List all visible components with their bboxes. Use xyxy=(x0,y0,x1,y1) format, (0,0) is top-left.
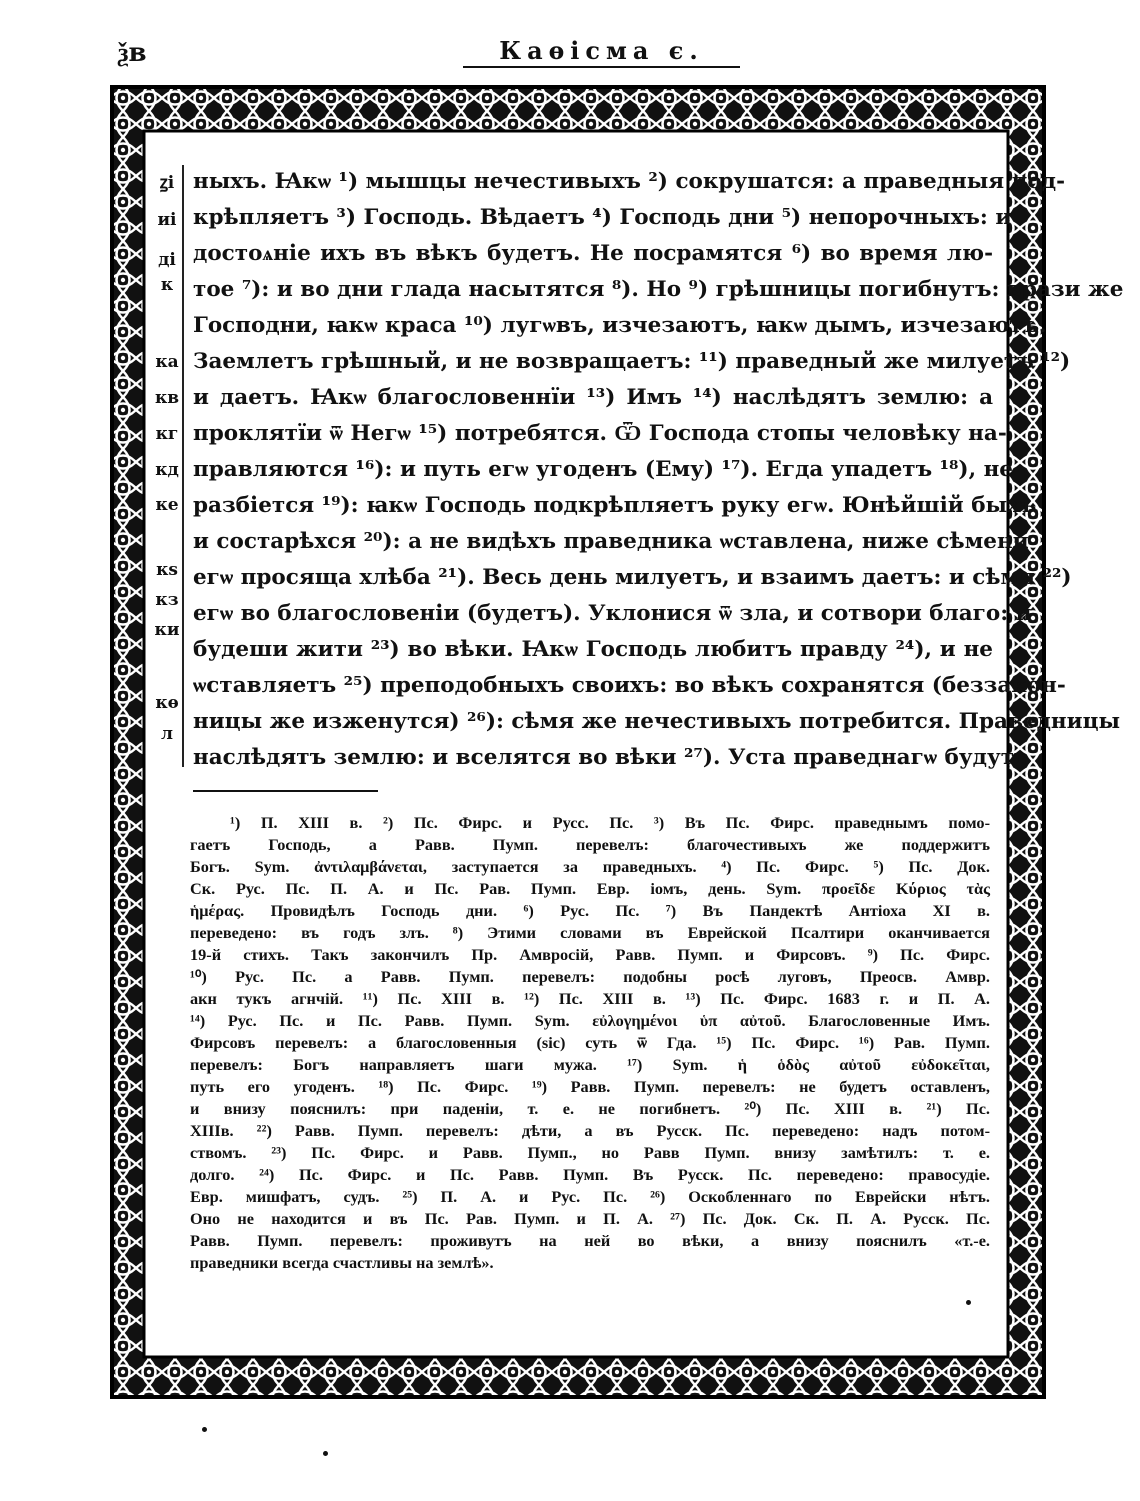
footnote-line: долго. ²⁴) Пс. Фирс. и Пс. Равв. Пумп. Въ Русск. Пс. переведено: правосудіе. xyxy=(190,1165,990,1184)
text-line: наслѣдятъ землю: и вселятся во вѣки ²⁷). Уста праведнагѡ будутъ xyxy=(193,745,1031,770)
footnote-line: Равв. Пумп. перевелъ: проживутъ на ней во вѣки, а внизу пояснилъ «т.-е. xyxy=(190,1231,990,1250)
text-line: тое ⁷): и во дни глада насытятся ⁸). Но ⁹) грѣшницы погибнутъ: врази же xyxy=(193,277,1124,302)
footnote-line: Фирсовъ перевелъ: а благословенныя (sic) суть ѿ Гда. ¹⁵) Пс. Фирс. ¹⁶) Рав. Пумп. xyxy=(190,1033,990,1052)
ink-speck xyxy=(202,1427,207,1432)
verse-number: л xyxy=(161,724,173,744)
text-line: ѡставляетъ ²⁵) преподобныхъ своихъ: во вѣкъ сохранятся (беззакон- xyxy=(193,673,1066,698)
footnote-line: ἡμέρας. Провидѣлъ Господь дни. ⁶) Рус. Пс. ⁷) Въ Пандектѣ Антіоха XI в. xyxy=(190,901,990,920)
text-line: егѡ просяща хлѣба ²¹). Весь день милуетъ, и взаимъ даетъ: и сѣмя ²²) xyxy=(193,565,1072,590)
text-line: крѣпляетъ ³) Господь. Вѣдаетъ ⁴) Господь дни ⁵) непорочныхъ: и xyxy=(193,205,1012,230)
footnote-line: путь его угоденъ. ¹⁸) Пс. Фирс. ¹⁹) Равв. Пумп. перевелъ: не будетъ оставленъ, xyxy=(190,1077,990,1096)
verse-number: ки xyxy=(154,620,180,640)
footnote-line: ¹⁴) Рус. Пс. и Пс. Равв. Пумп. Sym. εὐλογημένοι ὑπ αὐτοῦ. Благословенные Имъ. xyxy=(190,1011,990,1030)
footnote-line: Богъ. Sym. ἀντιλαμβάνεται, заступается за праведныхъ. ⁴) Пс. Фирс. ⁵) Пс. Док. xyxy=(190,857,990,876)
footnote-line: праведники всегда счастливы на землѣ». xyxy=(190,1253,494,1272)
verse-number: к xyxy=(160,275,174,295)
text-line: ницы же изженутся) ²⁶): сѣмя же нечестивыхъ потребится. Праведницы xyxy=(193,709,1121,734)
footnote-line: Ск. Рус. Пс. П. А. и Пс. Рав. Пумп. Евр. іомъ, день. Sym. προεῖδε Κύριος τὰς xyxy=(190,879,990,898)
footnote-line: гаетъ Господь, а Равв. Пумп. перевелъ: благочестивыхъ же поддержитъ xyxy=(190,835,990,854)
page-number: ѯв xyxy=(118,38,147,68)
running-title: Каѳісма є. xyxy=(499,36,704,65)
verse-number: кг xyxy=(155,424,179,444)
text-line: Заемлетъ грѣшный, и не возвращаетъ: ¹¹) праведный же милуетъ ¹²) xyxy=(193,349,1071,374)
footnote-line: переведено: въ годъ злъ. ⁸) Этими словами въ Еврейской Псалтири оканчивается xyxy=(190,923,990,942)
verse-number: кд xyxy=(155,460,179,480)
footnote-line: акн тукъ агнчій. ¹¹) Пс. XIII в. ¹²) Пс. XIII в. ¹³) Пс. Фирс. 1683 г. и П. А. xyxy=(190,989,990,1008)
footnote-line: и внизу пояснилъ: при паденіи, т. е. не погибнетъ. ²⁰) Пс. XIII в. ²¹) Пс. xyxy=(190,1099,990,1118)
text-line: будеши жити ²³) во вѣки. Ꙗкѡ Господь любитъ правду ²⁴), и не xyxy=(193,637,993,662)
verse-number: кѳ xyxy=(155,693,179,713)
footnote-rule xyxy=(193,790,378,792)
text-line: правляются ¹⁶): и путь егѡ угоденъ (Ему) ¹⁷). Егда упадетъ ¹⁸), не xyxy=(193,457,1013,482)
verse-number: кз xyxy=(155,590,179,610)
text-line: разбіется ¹⁹): ꙗкѡ Господь подкрѣпляетъ руку егѡ. Юнѣйшій быхъ xyxy=(193,493,1037,518)
text-line: ныхъ. Ꙗкѡ ¹) мышцы нечестивыхъ ²) сокрушатся: а праведныя под- xyxy=(193,169,1065,194)
verse-number: ке xyxy=(155,495,179,515)
footnote-line: перевелъ: Богъ направляетъ шаги мужа. ¹⁷) Sym. ἡ ὁδὸς αὐτοῦ εὐδοκεῖται, xyxy=(190,1055,990,1074)
verse-number: ді xyxy=(158,250,176,270)
footnote-line: 19-й стихъ. Такъ закончилъ Пр. Амвросій, Равв. Пумп. и Фирсовъ. ⁹) Пс. Фирс. xyxy=(190,945,990,964)
footnote-line: ¹⁰) Рус. Пс. а Равв. Пумп. перевелъ: подобны росѣ луговъ, Преосв. Амвр. xyxy=(190,967,990,986)
footnote-line: ¹) П. XIII в. ²) Пс. Фирс. и Русс. Пс. ³) Въ Пс. Фирс. праведнымъ помо- xyxy=(230,813,990,832)
verse-number: ка xyxy=(155,352,179,372)
ink-speck xyxy=(966,1300,971,1305)
verse-number: иі xyxy=(157,210,177,230)
verse-number: кѕ xyxy=(156,560,178,580)
verse-number: кв xyxy=(154,388,180,408)
text-line: достоѧніе ихъ въ вѣкъ будетъ. Не посрамятся ⁶) во время лю- xyxy=(193,241,993,266)
text-line: и даетъ. Ꙗкѡ благословеннїи ¹³) Имъ ¹⁴) наслѣдятъ землю: а xyxy=(193,385,993,410)
verse-number: ꙁі xyxy=(159,173,175,193)
margin-rule xyxy=(182,165,184,767)
footnote-line: ствомъ. ²³) Пс. Фирс. и Равв. Пумп., но Равв Пумп. внизу замѣтилъ: т. е. xyxy=(190,1143,990,1162)
footnote-line: Евр. мишфатъ, судъ. ²⁵) П. А. и Рус. Пс. ²⁶) Оскобленнаго по Еврейски нѣтъ. xyxy=(190,1187,990,1206)
text-line: проклятїи ѿ Негѡ ¹⁵) потребятся. Ѿ Господа стопы человѣку на- xyxy=(193,421,1007,446)
text-line: егѡ во благословеніи (будетъ). Уклонися ѿ зла, и сотвори благо: и xyxy=(193,601,1032,626)
footnote-line: XIIIв. ²²) Равв. Пумп. перевелъ: дѣти, а въ Русск. Пс. переведено: надъ потом- xyxy=(190,1121,990,1140)
text-line: Господни, ꙗкѡ краса ¹⁰) лугѡвъ, изчезаютъ, ꙗкѡ дымъ, изчезаютъ. xyxy=(193,313,1047,338)
text-line: и состарѣхся ²⁰): а не видѣхъ праведника ѡставлена, ниже сѣмени xyxy=(193,529,1029,554)
footnote-line: Оно не находится и въ Пс. Рав. Пумп. и П. А. ²⁷) Пс. Док. Ск. П. А. Русск. Пс. xyxy=(190,1209,990,1228)
ink-speck xyxy=(323,1451,328,1456)
header-rule xyxy=(463,66,740,68)
